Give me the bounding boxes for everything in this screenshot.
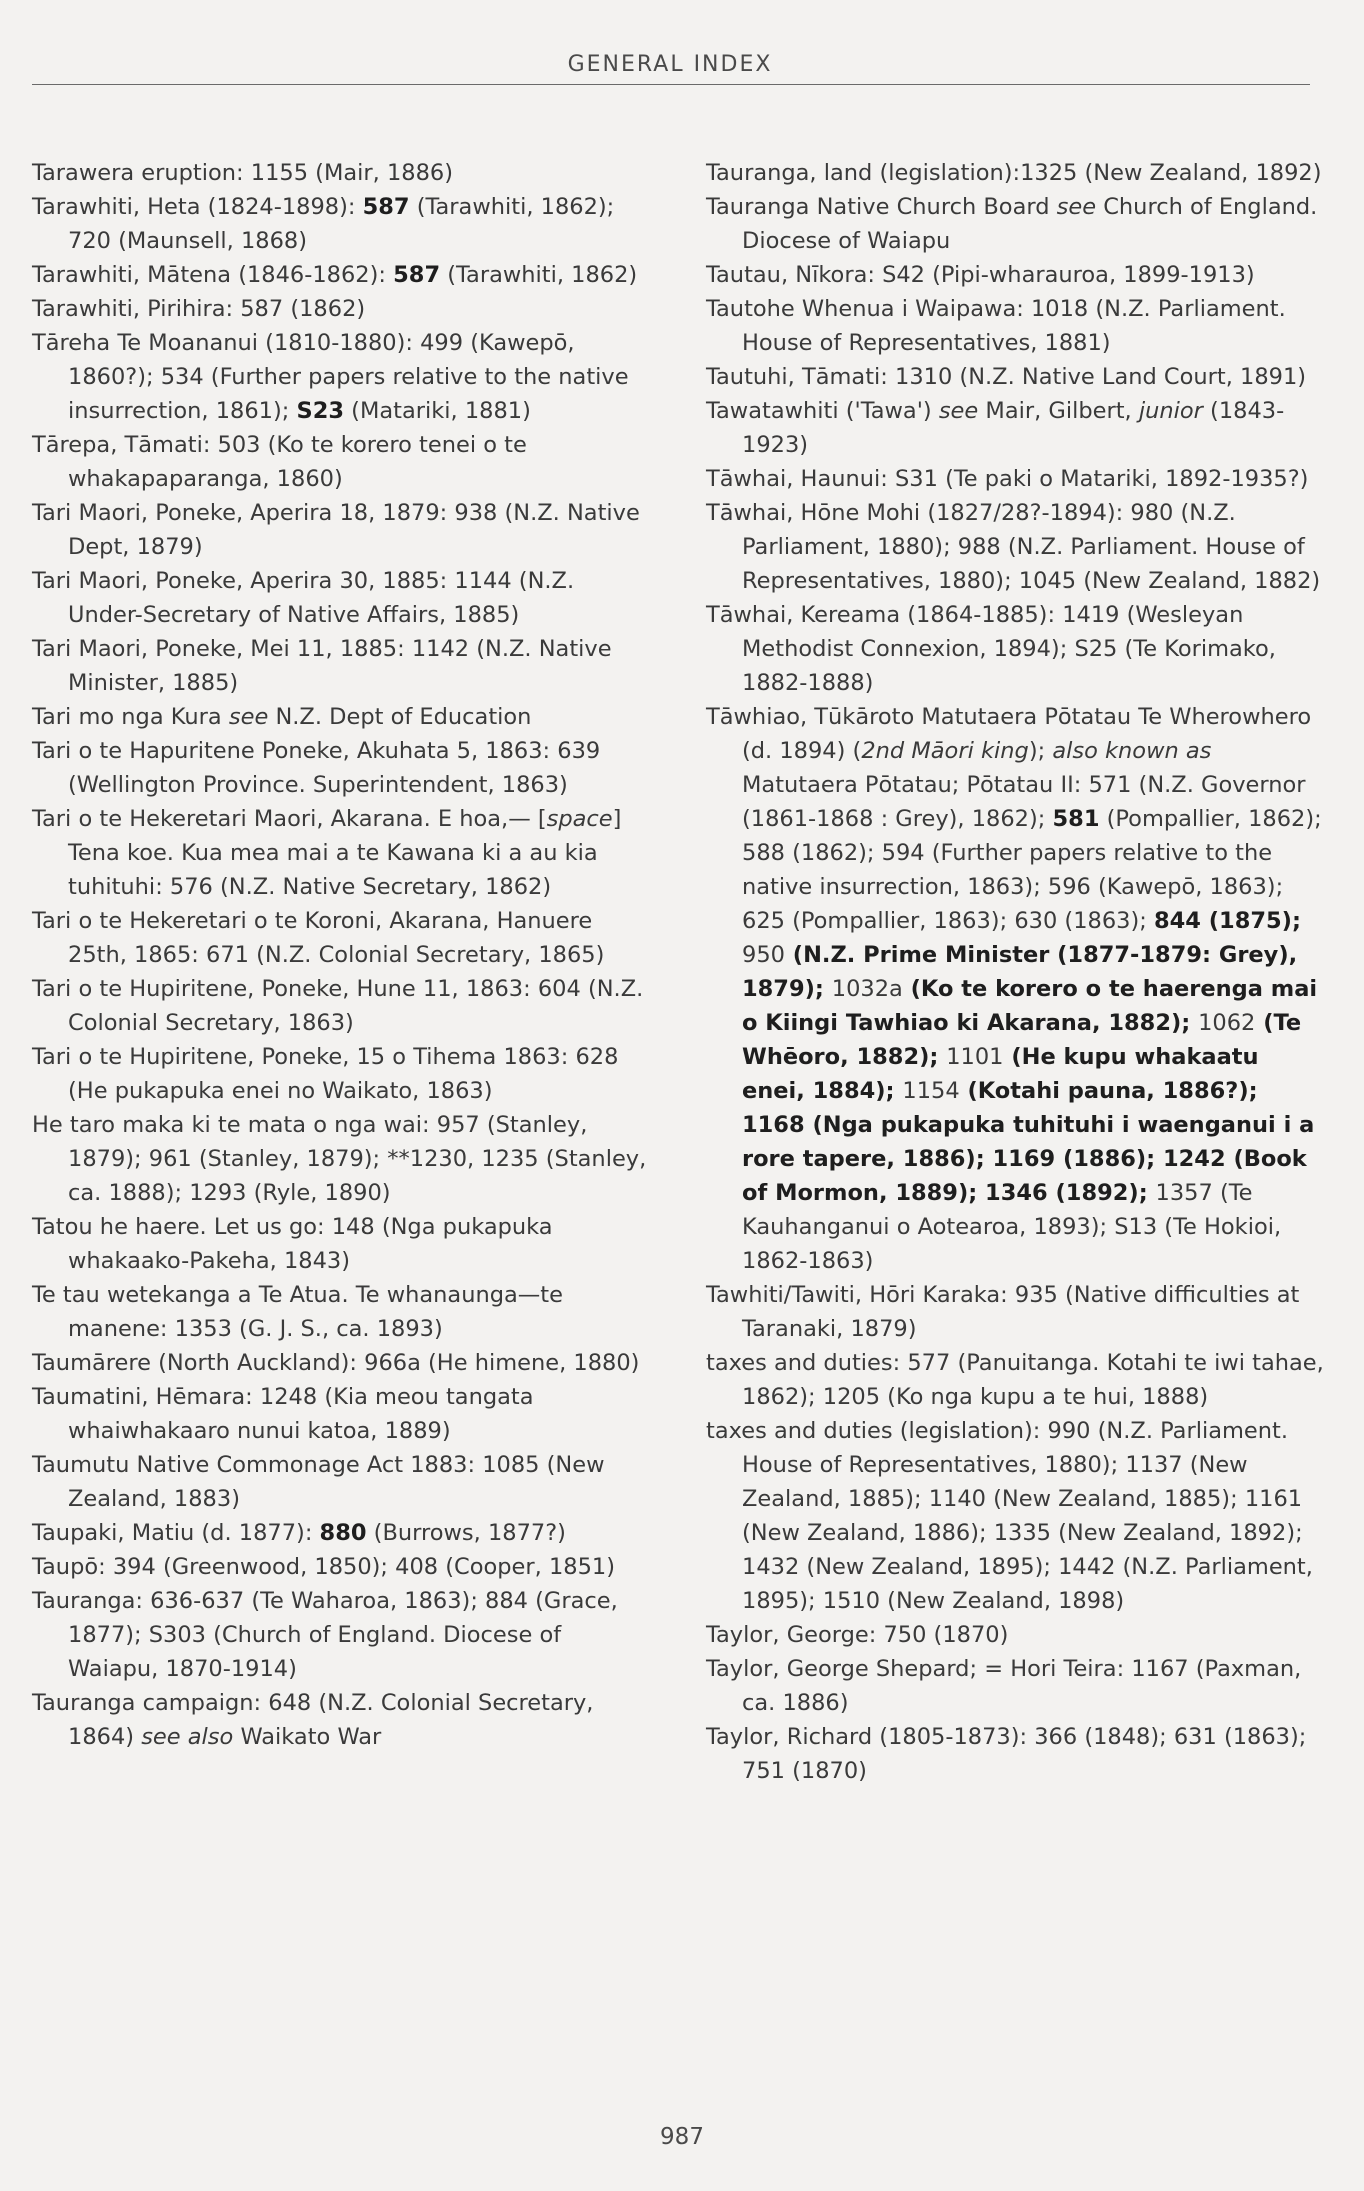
index-entry: Taylor, George: 750 (1870) <box>706 1622 1009 1648</box>
index-entry: Tatou he haere. Let us go: 148 (Nga pukapuka whakaako-Pakeha, 1843) <box>32 1214 553 1274</box>
index-entry: Tāwhai, Haunui: S31 (Te paki o Matariki, 1892-1935?) <box>706 466 1309 492</box>
index-entry: Tari o te Hupiritene, Poneke, 15 o Tihema 1863: 628 (He pukapuka enei no Waikato, 1863) <box>32 1044 619 1104</box>
index-entry: Te tau wetekanga a Te Atua. Te whanaunga—te manene: 1353 (G. J. S., ca. 1893) <box>32 1282 563 1342</box>
index-entry: Tauranga campaign: 648 (N.Z. Colonial Secretary, 1864) see also Waikato War <box>32 1690 594 1750</box>
index-entry: Tari Maori, Poneke, Aperira 30, 1885: 1144 (N.Z. Under-Secretary of Native Affairs, 1885) <box>32 568 575 628</box>
index-entry: Tauranga Native Church Board see Church of England. Diocese of Waiapu <box>706 194 1318 254</box>
index-column-left <box>32 156 652 1754</box>
index-entry: Taylor, Richard (1805-1873): 366 (1848); 631 (1863); 751 (1870) <box>706 1724 1307 1784</box>
header-rule <box>32 84 1310 85</box>
index-entry: Taumatini, Hēmara: 1248 (Kia meou tangata whaiwhakaaro nunui katoa, 1889) <box>32 1384 534 1444</box>
index-entry: Taumārere (North Auckland): 966a (He himene, 1880) <box>32 1350 640 1376</box>
index-entry: Tari o te Hekeretari Maori, Akarana. E hoa,— [space] Tena koe. Kua mea mai a te Kawana ki a au kia tuhituhi: 576 (N.Z. Native Secretary, 1862) <box>32 806 622 900</box>
index-entry: Tauranga, land (legislation):1325 (New Zealand, 1892) <box>706 160 1322 186</box>
index-entry: Tārepa, Tāmati: 503 (Ko te korero tenei o te whakapaparanga, 1860) <box>32 432 527 492</box>
index-entry: Taumutu Native Commonage Act 1883: 1085 (New Zealand, 1883) <box>32 1452 605 1512</box>
index-entry: Tāwhiao, Tūkāroto Matutaera Pōtatau Te Wherowhero (d. 1894) (2nd Māori king); also known as Matutaera Pōtatau; Pōtatau II: 571 (N.Z. Governor (1861-1868 : Grey), 1862); 581 (Pompallier, 1862); 588 (1862); 594 (Further papers relative to the native insurrection, 1863); 596 (Kawepō, 1863); 625 (Pompallier, 1863); 630 (1863); 844 (1875); 950 (N.Z. Prime Minister (1877-1879: Grey), 1879); 1032a (Ko te korero o te haerenga mai o Kiingi Tawhiao ki Akarana, 1882); 1062 (Te Whēoro, 1882); 1101 (He kupu whakaatu enei, 1884); 1154 (Kotahi pauna, 1886?); 1168 (Nga pukapuka tuhituhi i waenganui i a rore tapere, 1886); 1169 (1886); 1242 (Book of Mormon, 1889); 1346 (1892); 1357 (Te Kauhanganui o Aotearoa, 1893); S13 (Te Hokioi, 1862-1863) <box>706 704 1322 1274</box>
index-entry: Tari o te Hupiritene, Poneke, Hune 11, 1863: 604 (N.Z. Colonial Secretary, 1863) <box>32 976 644 1036</box>
index-entry: Taupaki, Matiu (d. 1877): 880 (Burrows, 1877?) <box>32 1520 566 1546</box>
index-entry: Tari Maori, Poneke, Mei 11, 1885: 1142 (N.Z. Native Minister, 1885) <box>32 636 612 696</box>
index-entry: Tawhiti/Tawiti, Hōri Karaka: 935 (Native difficulties at Taranaki, 1879) <box>706 1282 1300 1342</box>
index-entry: Tautau, Nīkora: S42 (Pipi-wharauroa, 1899-1913) <box>706 262 1255 288</box>
index-entry: Taylor, George Shepard; = Hori Teira: 1167 (Paxman, ca. 1886) <box>706 1656 1302 1716</box>
index-entry: Tari o te Hekeretari o te Koroni, Akarana, Hanuere 25th, 1865: 671 (N.Z. Colonial Secretary, 1865) <box>32 908 605 968</box>
index-entry: Taupō: 394 (Greenwood, 1850); 408 (Cooper, 1851) <box>32 1554 615 1580</box>
index-column-right <box>706 156 1324 1788</box>
index-entry: Tāwhai, Hōne Mohi (1827/28?-1894): 980 (N.Z. Parliament, 1880); 988 (N.Z. Parliament. House of Representatives, 1880); 1045 (New Zealand, 1882) <box>706 500 1321 594</box>
running-head: GENERAL INDEX <box>567 52 773 77</box>
index-entry: He taro maka ki te mata o nga wai: 957 (Stanley, 1879); 961 (Stanley, 1879); **1230, 1235 (Stanley, ca. 1888); 1293 (Ryle, 1890) <box>32 1112 647 1206</box>
index-entry: Tāreha Te Moananui (1810-1880): 499 (Kawepō, 1860?); 534 (Further papers relative to the native insurrection, 1861); S23 (Matariki, 1881) <box>32 330 629 424</box>
index-entry: Tarawhiti, Heta (1824-1898): 587 (Tarawhiti, 1862); 720 (Maunsell, 1868) <box>32 194 615 254</box>
index-entry: Tautohe Whenua i Waipawa: 1018 (N.Z. Parliament. House of Representatives, 1881) <box>706 296 1286 356</box>
index-entry: Tautuhi, Tāmati: 1310 (N.Z. Native Land Court, 1891) <box>706 364 1307 390</box>
index-entry: Tari mo nga Kura see N.Z. Dept of Education <box>32 704 532 730</box>
index-entry: Tari o te Hapuritene Poneke, Akuhata 5, 1863: 639 (Wellington Province. Superintendent, 1863) <box>32 738 601 798</box>
index-entry: Tawatawhiti ('Tawa') see Mair, Gilbert, junior (1843-1923) <box>706 398 1285 458</box>
index-entry: taxes and duties: 577 (Panuitanga. Kotahi te iwi tahae, 1862); 1205 (Ko nga kupu a te hui, 1888) <box>706 1350 1324 1410</box>
index-entry: Tauranga: 636-637 (Te Waharoa, 1863); 884 (Grace, 1877); S303 (Church of England. Diocese of Waiapu, 1870-1914) <box>32 1588 618 1682</box>
index-entry: Tarawhiti, Pirihira: 587 (1862) <box>32 296 366 322</box>
index-entry: Tarawhiti, Mātena (1846-1862): 587 (Tarawhiti, 1862) <box>32 262 638 288</box>
page-number: 987 <box>660 2124 704 2150</box>
index-entry: Tari Maori, Poneke, Aperira 18, 1879: 938 (N.Z. Native Dept, 1879) <box>32 500 640 560</box>
index-entry: Tarawera eruption: 1155 (Mair, 1886) <box>32 160 453 186</box>
index-entry: Tāwhai, Kereama (1864-1885): 1419 (Wesleyan Methodist Connexion, 1894); S25 (Te Korimako, 1882-1888) <box>706 602 1276 696</box>
index-entry: taxes and duties (legislation): 990 (N.Z. Parliament. House of Representatives, 1880); 1137 (New Zealand, 1885); 1140 (New Zealand, 1885); 1161 (New Zealand, 1886); 1335 (New Zealand, 1892); 1432 (New Zealand, 1895); 1442 (N.Z. Parliament, 1895); 1510 (New Zealand, 1898) <box>706 1418 1313 1614</box>
